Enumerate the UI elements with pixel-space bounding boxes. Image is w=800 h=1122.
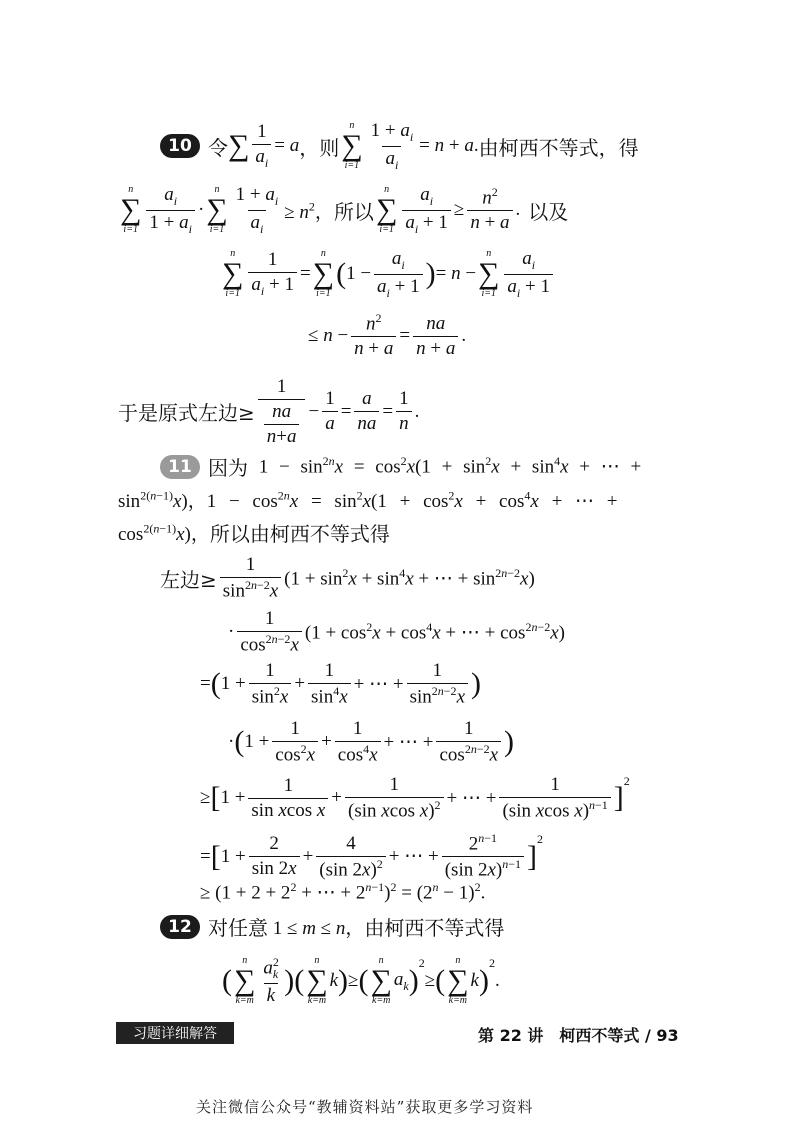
- p10-line2: n ∑ i=1 $\frac{a_i}{1 + a_i}$ · n ∑ i=1 $\frac{1 + a_i}{a_i}$ ≥ $n^2$， 所以 n ∑ i=1 $\frac{a_i}{a_i + 1}$ ≥ $\frac{n^2}{n + a}$ . 以及: [120, 184, 569, 236]
- footer-chapter-page: 第 22 讲 柯西不等式 / 93: [478, 1026, 679, 1045]
- p10-end: 由柯西不等式，得: [478, 135, 639, 160]
- p12-tail: 由柯西不等式得: [364, 916, 505, 940]
- p10-intro: 令: [208, 135, 228, 160]
- p11-tail: 所以由柯西不等式得: [209, 522, 390, 546]
- p11-step2: · $\frac{1}{\cos^{2n-2}x}$ ($1 + \cos^2x + \cos^4x$ + ⋯ + $\cos^{2n-2}x$): [228, 608, 565, 656]
- p10-result: 于是原式左边≥ $\frac{1}{\frac{na}{n+a}}$ − $\frac{1}{a}$ = $\frac{a}{na}$ = $\frac{1}{n}$ .: [118, 376, 420, 447]
- p11-line3: $\cos^{2(n-1)}x$)， 所以由柯西不等式得: [118, 518, 390, 547]
- p10-line1: 10 令 ∑ $\frac{1}{a_i}$ = a ，则 n ∑ i=1 $\frac{1 + a_i}{a_i}$ = n + a. 由柯西不等式，得: [160, 120, 639, 172]
- p11-line1: 11 因为 $1 - \sin^{2n}x = \cos^2x(1 + \sin^2x + \sin^4x$ + ⋯ +: [160, 452, 641, 481]
- watermark-text: 关注微信公众号“教辅资料站”获取更多学习资料: [196, 1098, 534, 1116]
- p12-intro: 对任意: [208, 916, 268, 940]
- problem-10-badge: 10: [160, 134, 200, 158]
- p11-step6: = [ 1 + $\frac{2}{\sin 2x}$ + $\frac{4}{(\sin 2x)^2}$ + ⋯ + $\frac{2^{n-1}}{(\sin 2x)^{n-1}}$ ] $^2$: [200, 831, 544, 881]
- p11-step4: · ( 1 + $\frac{1}{\cos^2x}$ + $\frac{1}{\cos^4x}$ + ⋯ + $\frac{1}{\cos^{2n-2}x}$ ): [228, 718, 515, 766]
- p11-left-label: 左边≥: [160, 567, 217, 592]
- p11-line2: $\sin^{2(n-1)}x$)，$1 - \cos^{2n}x = \sin^2x(1 + \cos^2x + \cos^4x$ + ⋯ +: [118, 488, 618, 512]
- footer-section-label: 习题详细解答: [116, 1022, 234, 1044]
- problem-12-badge: 12: [160, 915, 200, 939]
- p12-formula: ( n ∑ k=m $\frac{a^2_k}{k}$ ) ( n ∑ k=m k ) ≥ ( n ∑ k=m $a_k$ ) $^2$ ≥ ( n ∑ k=m k ) $^2$ .: [222, 955, 500, 1007]
- p10-line4: ≤ n − $\frac{n^2}{n + a}$ = $\frac{na}{n + a}$ .: [308, 311, 467, 360]
- p11-step7: ≥ ($1 + 2 + 2^2$ + ⋯ + $2^{n-1})^2 = (2^n - 1)^2$.: [200, 880, 486, 904]
- p11-intro: 因为: [208, 456, 248, 480]
- p11-step3: = ( 1 + $\frac{1}{\sin^2x}$ + $\frac{1}{\sin^4x}$ + ⋯ + $\frac{1}{\sin^{2n-2}x}$ ): [200, 660, 481, 708]
- problem-11-badge: 11: [160, 455, 200, 479]
- p12-line1: 12 对任意 1 ≤ m ≤ n， 由柯西不等式得: [160, 912, 504, 941]
- p10-result-prefix: 于是原式左边≥: [118, 401, 255, 426]
- p10-line2-end: 以及: [528, 199, 569, 224]
- p11-step1: 左边≥ $\frac{1}{\sin^{2n-2}x}$ ($1 + \sin^2x + \sin^4x$ + ⋯ + $\sin^{2n-2}x$): [160, 554, 535, 602]
- p10-mid: ，则: [299, 135, 340, 160]
- p10-line3: n ∑ i=1 $\frac{1}{a_i + 1}$ = n ∑ i=1 ( 1 − $\frac{a_i}{a_i + 1}$ ) = n − n ∑ i=1 $\frac{a_i}{a_i + 1}$: [220, 248, 556, 300]
- p11-step5: ≥ [ 1 + $\frac{1}{\text{sin xcos x}}$ + $\frac{1}{(\sin xcos x)^2}$ + ⋯ + $\frac{1}{(\sin xcos x)^{n-1}}$ ] $^2$: [200, 774, 630, 822]
- p10-line2-mid: 所以: [333, 199, 374, 224]
